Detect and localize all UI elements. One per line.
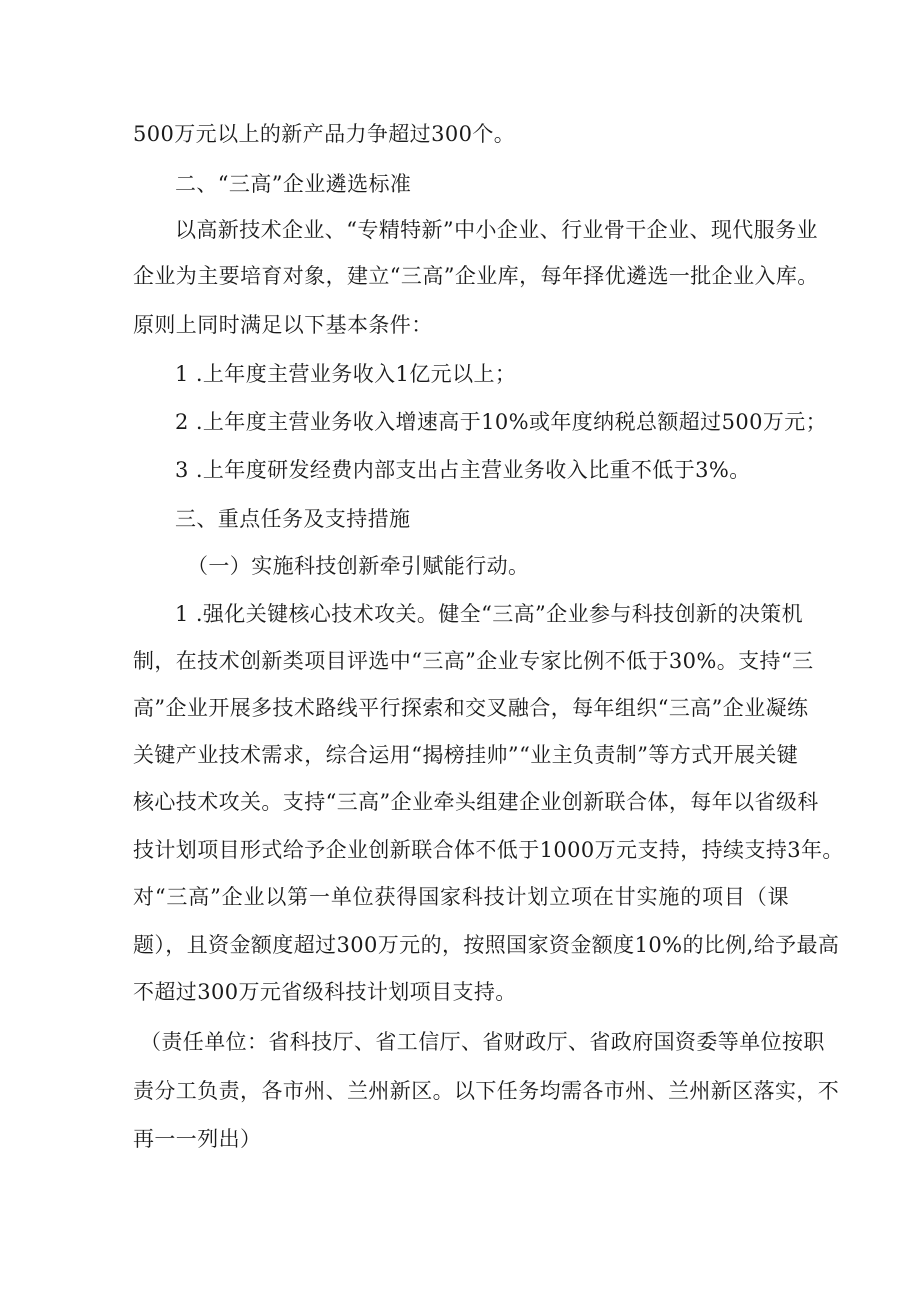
list-item: 1 .上年度主营业务收入1亿元以上； [175,362,517,386]
paragraph-line: 技计划项目形式给予企业创新联合体不低于1000万元支持，持续支持3年。 [133,838,844,862]
paragraph-line: 不超过300万元省级科技计划项目支持。 [133,980,517,1004]
paragraph-line: 关键产业技术需求，综合运用“揭榜挂帅”“业主负责制”等方式开展关键 [133,743,799,767]
section-heading: 二、“三高”企业遴选标准 [175,172,412,196]
paragraph-line: 核心技术攻关。支持“三高”企业牵头组建企业创新联合体，每年以省级科 [133,790,819,814]
paragraph-line: 高”企业开展多技术路线平行探索和交叉融合，每年组织“三高”企业凝练 [133,696,809,720]
list-item: 2 .上年度主营业务收入增速高于10%或年度纳税总额超过500万元； [175,410,828,434]
paragraph-line: 题），且资金额度超过300万元的，按照国家资金额度10%的比例,给予最高 [133,933,840,957]
paragraph-line: 以高新技术企业、“专精特新”中小企业、行业骨干企业、现代服务业 [175,218,818,242]
paragraph-line: 企业为主要培育对象，建立“三高”企业库，每年择优遴选一批企业入库。 [133,264,819,288]
paragraph-line: 对“三高”企业以第一单位获得国家科技计划立项在甘实施的项目（课 [133,885,789,909]
responsibility-note: 责分工负责，各市州、兰州新区。以下任务均需各市州、兰州新区落实，不 [133,1079,840,1103]
section-heading: 三、重点任务及支持措施 [175,507,411,531]
paragraph-line: 1 .强化关键核心技术攻关。健全“三高”企业参与科技创新的决策机 [175,602,803,626]
paragraph-line: 原则上同时满足以下基本条件： [133,313,433,337]
responsibility-note: 再一一列出） [133,1127,262,1151]
subsection-heading: （一）实施科技创新牵引赋能行动。 [187,554,530,578]
paragraph-line: 500万元以上的新产品力争超过300个。 [133,122,516,146]
responsibility-note: （责任单位：省科技厅、省工信厅、省财政厅、省政府国资委等单位按职 [140,1030,825,1054]
list-item: 3 .上年度研发经费内部支出占主营业务收入比重不低于3%。 [175,458,751,482]
paragraph-line: 制，在技术创新类项目评选中“三高”企业专家比例不低于30%。支持“三 [133,649,814,673]
